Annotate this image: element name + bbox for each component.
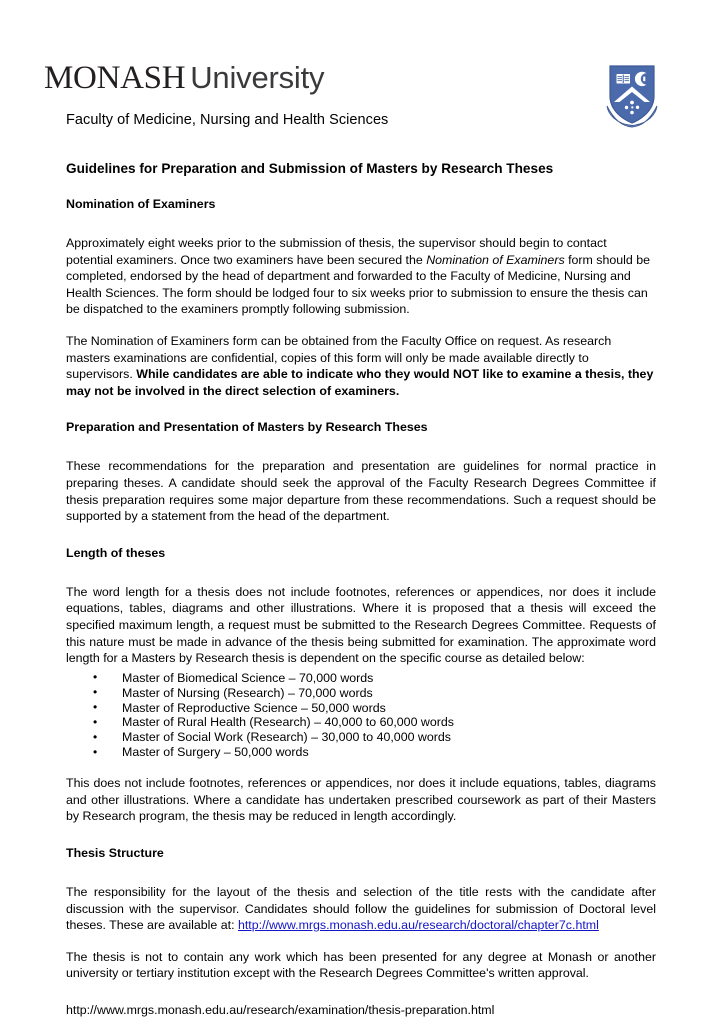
list-item	[66, 701, 656, 716]
paragraph-nomination-2	[66, 333, 656, 399]
heading-length-of-theses: Length of theses	[66, 545, 166, 560]
list-item-label: Master of Biomedical Science – 70,000 words	[122, 670, 374, 685]
nomination-form-name-italic: Nomination of Examiners	[426, 252, 565, 267]
doctoral-guidelines-link[interactable]: http://www.mrgs.monash.edu.au/research/doctoral/chapter7c.html	[237, 918, 599, 933]
structure-p1-text: The responsibility for the layout of the thesis and selection of the title rests with the candidate after discussion with the supervisor. Candidates should follow the guidelines for submission of Doctoral level theses. These are available at:	[66, 884, 656, 933]
faculty-name: Faculty of Medicine, Nursing and Health Sciences	[66, 112, 389, 128]
paragraph-preparation-1: These recommendations for the preparation and presentation are guidelines for normal practice in preparing theses. A candidate should seek the approval of the Faculty Research Degrees Committee if thesis preparation requires some major departure from these recommendations. Such a request should be supported by a statement from the head of the department.	[66, 459, 656, 524]
list-item	[66, 745, 656, 760]
monash-university-logo	[44, 62, 324, 95]
nomination-p2-normal-text: The Nomination of Examiners form can be obtained from the Faculty Office on request. As research masters examinations are confidential, copies of this form will only be made available directly to supervisors.	[66, 333, 612, 382]
heading-thesis-structure: Thesis Structure	[66, 845, 164, 860]
page-title: Guidelines for Preparation and Submission of Masters by Research Theses	[66, 161, 554, 176]
heading-preparation-and-presentation: Preparation and Presentation of Masters by Research Theses	[66, 420, 428, 435]
list-item-label: Master of Surgery – 50,000 words	[122, 745, 309, 760]
paragraph-structure-1	[66, 884, 656, 934]
paragraph-length-1: The word length for a thesis does not include footnotes, references or appendices, nor does it include equations, tables, diagrams and other illustrations. Where it is proposed that a thesis will exceed the specified maximum length, a request must be submitted to the Research Degrees Committee. Requests of this nature must be made in advance of the thesis being submitted for examination. The approximate word length for a Masters by Research thesis is dependent on the specific course as detailed below:	[66, 584, 656, 666]
list-item-label: Master of Social Work (Research) – 30,000 to 40,000 words	[122, 730, 451, 745]
logo-monash-text: MONASH	[44, 60, 186, 96]
list-item	[66, 671, 656, 686]
bullet-icon: •	[93, 685, 98, 700]
list-item-label: Master of Reproductive Science – 50,000 words	[122, 700, 386, 715]
list-item-label: Master of Rural Health (Research) – 40,000 to 60,000 words	[122, 715, 454, 730]
degree-word-limit-list	[66, 671, 656, 760]
monash-crest-icon	[604, 62, 660, 128]
footer-source-url: http://www.mrgs.monash.edu.au/research/examination/thesis-preparation.html	[66, 1002, 495, 1017]
paragraph-nomination-1	[66, 235, 656, 318]
heading-nomination-of-examiners: Nomination of Examiners	[66, 197, 216, 211]
bullet-icon: •	[93, 744, 98, 759]
list-item-label: Master of Nursing (Research) – 70,000 words	[122, 685, 373, 700]
paragraph-structure-2: The thesis is not to contain any work which has been presented for any degree at Monash or another university or tertiary institution except with the Research Degrees Committee's written approval.	[66, 949, 656, 981]
list-item	[66, 730, 656, 745]
document-body	[66, 160, 656, 1018]
list-item	[66, 686, 656, 701]
nomination-p2-bold-text: While candidates are able to indicate who they would NOT like to examine a thesis, they may not be involved in the direct selection of examiners.	[66, 367, 654, 398]
nomination-p1-text-2: form should be completed, endorsed by the head of department and forwarded to the Faculty of Medicine, Nursing and Health Sciences. The form should be lodged four to six weeks prior to submission to ensure the thesis can be dispatched to the examiners promptly following submission.	[66, 252, 651, 317]
logo-university-text: University	[190, 60, 325, 95]
nomination-p1-text-1: Approximately eight weeks prior to the submission of thesis, the supervisor should begin to contact potential examiners. Once two examiners have been secured the	[66, 236, 607, 267]
bullet-icon: •	[93, 700, 98, 714]
paragraph-length-2: This does not include footnotes, references or appendices, nor does it include equations, tables, diagrams and other illustrations. Where a candidate has undertaken prescribed coursework as part of their Masters by Research program, the thesis may be reduced in length accordingly.	[66, 776, 656, 824]
masthead	[0, 0, 725, 140]
bullet-icon: •	[93, 714, 98, 729]
bullet-icon: •	[93, 729, 98, 744]
list-item	[66, 715, 656, 730]
bullet-icon: •	[93, 670, 98, 685]
